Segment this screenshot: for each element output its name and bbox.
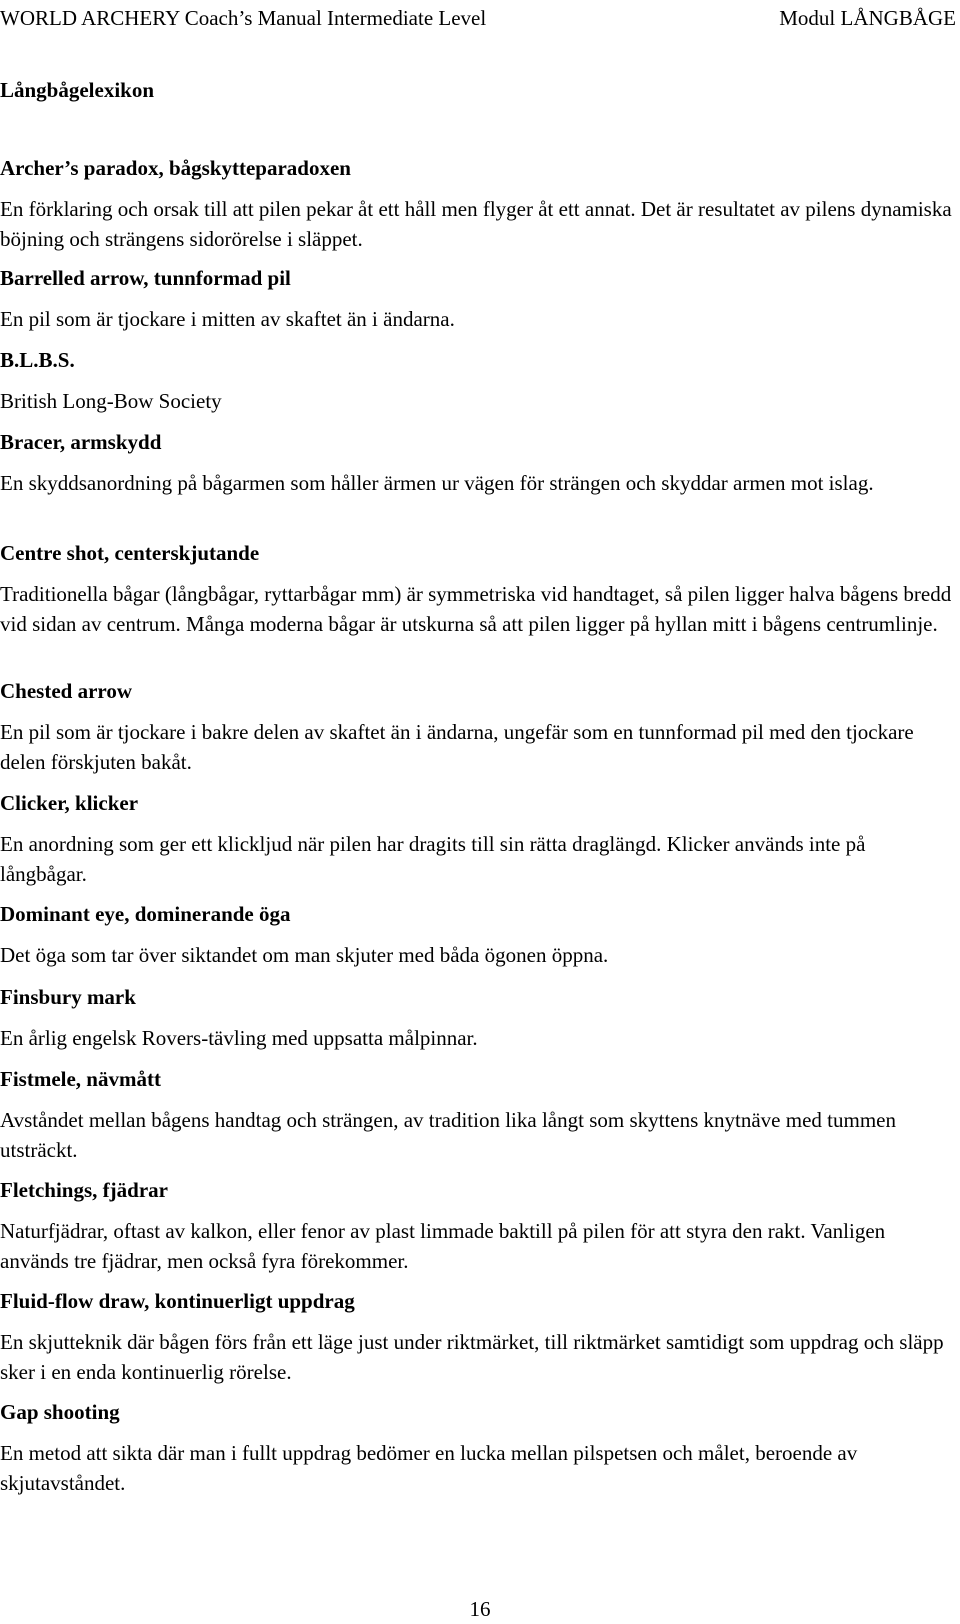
glossary-definition: En skyddsanordning på bågarmen som håller ärmen ur vägen för strängen och skyddar armen mot islag. xyxy=(0,471,874,495)
header-module-name: Modul LÅNGBÅGE xyxy=(779,6,956,30)
glossary-definition: En pil som är tjockare i bakre delen av skaftet än i ändarna, ungefär som en tunnformad pil med den tjockare delen förskjuten bakåt. xyxy=(0,720,914,774)
glossary-term: B.L.B.S. xyxy=(0,348,75,372)
glossary-term: Centre shot, centerskjutande xyxy=(0,541,260,565)
glossary-definition: En skjutteknik där bågen förs från ett läge just under riktmärket, till riktmärket samtidigt som uppdrag och släpp sker i en enda kontinuerlig rörelse. xyxy=(0,1330,944,1384)
glossary-definition: Traditionella bågar (långbågar, ryttarbågar mm) är symmetriska vid handtaget, så pilen ligger halva bågens bredd vid sidan av centrum. Många moderna bågar är utskurna så att pilen ligger på hyllan mitt i bågens centrumlinje. xyxy=(0,582,952,636)
glossary-term: Dominant eye, dominerande öga xyxy=(0,902,291,926)
glossary-definition: En pil som är tjockare i mitten av skaftet än i ändarna. xyxy=(0,307,455,331)
glossary-term: Fletchings, fjädrar xyxy=(0,1178,168,1202)
glossary-term: Barrelled arrow, tunnformad pil xyxy=(0,266,291,290)
glossary-definition: Naturfjädrar, oftast av kalkon, eller fenor av plast limmade baktill på pilen för att styra den rakt. Vanligen används tre fjädrar, men också fyra förekommer. xyxy=(0,1219,886,1273)
glossary-definition: Det öga som tar över siktandet om man skjuter med båda ögonen öppna. xyxy=(0,943,609,967)
glossary-term: Clicker, klicker xyxy=(0,791,139,815)
glossary-definition: Avståndet mellan bågens handtag och strängen, av tradition lika långt som skyttens knytnäve med tummen utsträckt. xyxy=(0,1108,896,1162)
page-number: 16 xyxy=(469,1597,491,1621)
glossary-term: Chested arrow xyxy=(0,679,133,703)
glossary-definition: En förklaring och orsak till att pilen pekar åt ett håll men flyger åt ett annat. Det är resultatet av pilens dynamiska böjning och strängens sidorörelse i släppet. xyxy=(0,197,952,251)
header-manual-title: WORLD ARCHERY Coach’s Manual Intermediate Level xyxy=(0,6,487,30)
glossary-term: Finsbury mark xyxy=(0,985,136,1009)
glossary-definition: British Long-Bow Society xyxy=(0,389,222,413)
glossary-term: Gap shooting xyxy=(0,1400,120,1424)
glossary-term: Bracer, armskydd xyxy=(0,430,162,454)
glossary-term: Fistmele, nävmått xyxy=(0,1067,161,1091)
glossary-term: Fluid-flow draw, kontinuerligt uppdrag xyxy=(0,1289,355,1313)
glossary-definition: En anordning som ger ett klickljud när pilen har dragits till sin rätta draglängd. Klicker används inte på långbågar. xyxy=(0,832,866,886)
glossary-definition: En årlig engelsk Rovers-tävling med uppsatta målpinnar. xyxy=(0,1026,478,1050)
page-title: Långbågelexikon xyxy=(0,78,155,102)
glossary-definition: En metod att sikta där man i fullt uppdrag bedömer en lucka mellan pilspetsen och målet, beroende av skjutavståndet. xyxy=(0,1441,858,1495)
glossary-term: Archer’s paradox, bågskytteparadoxen xyxy=(0,156,351,180)
page-header xyxy=(0,4,960,34)
